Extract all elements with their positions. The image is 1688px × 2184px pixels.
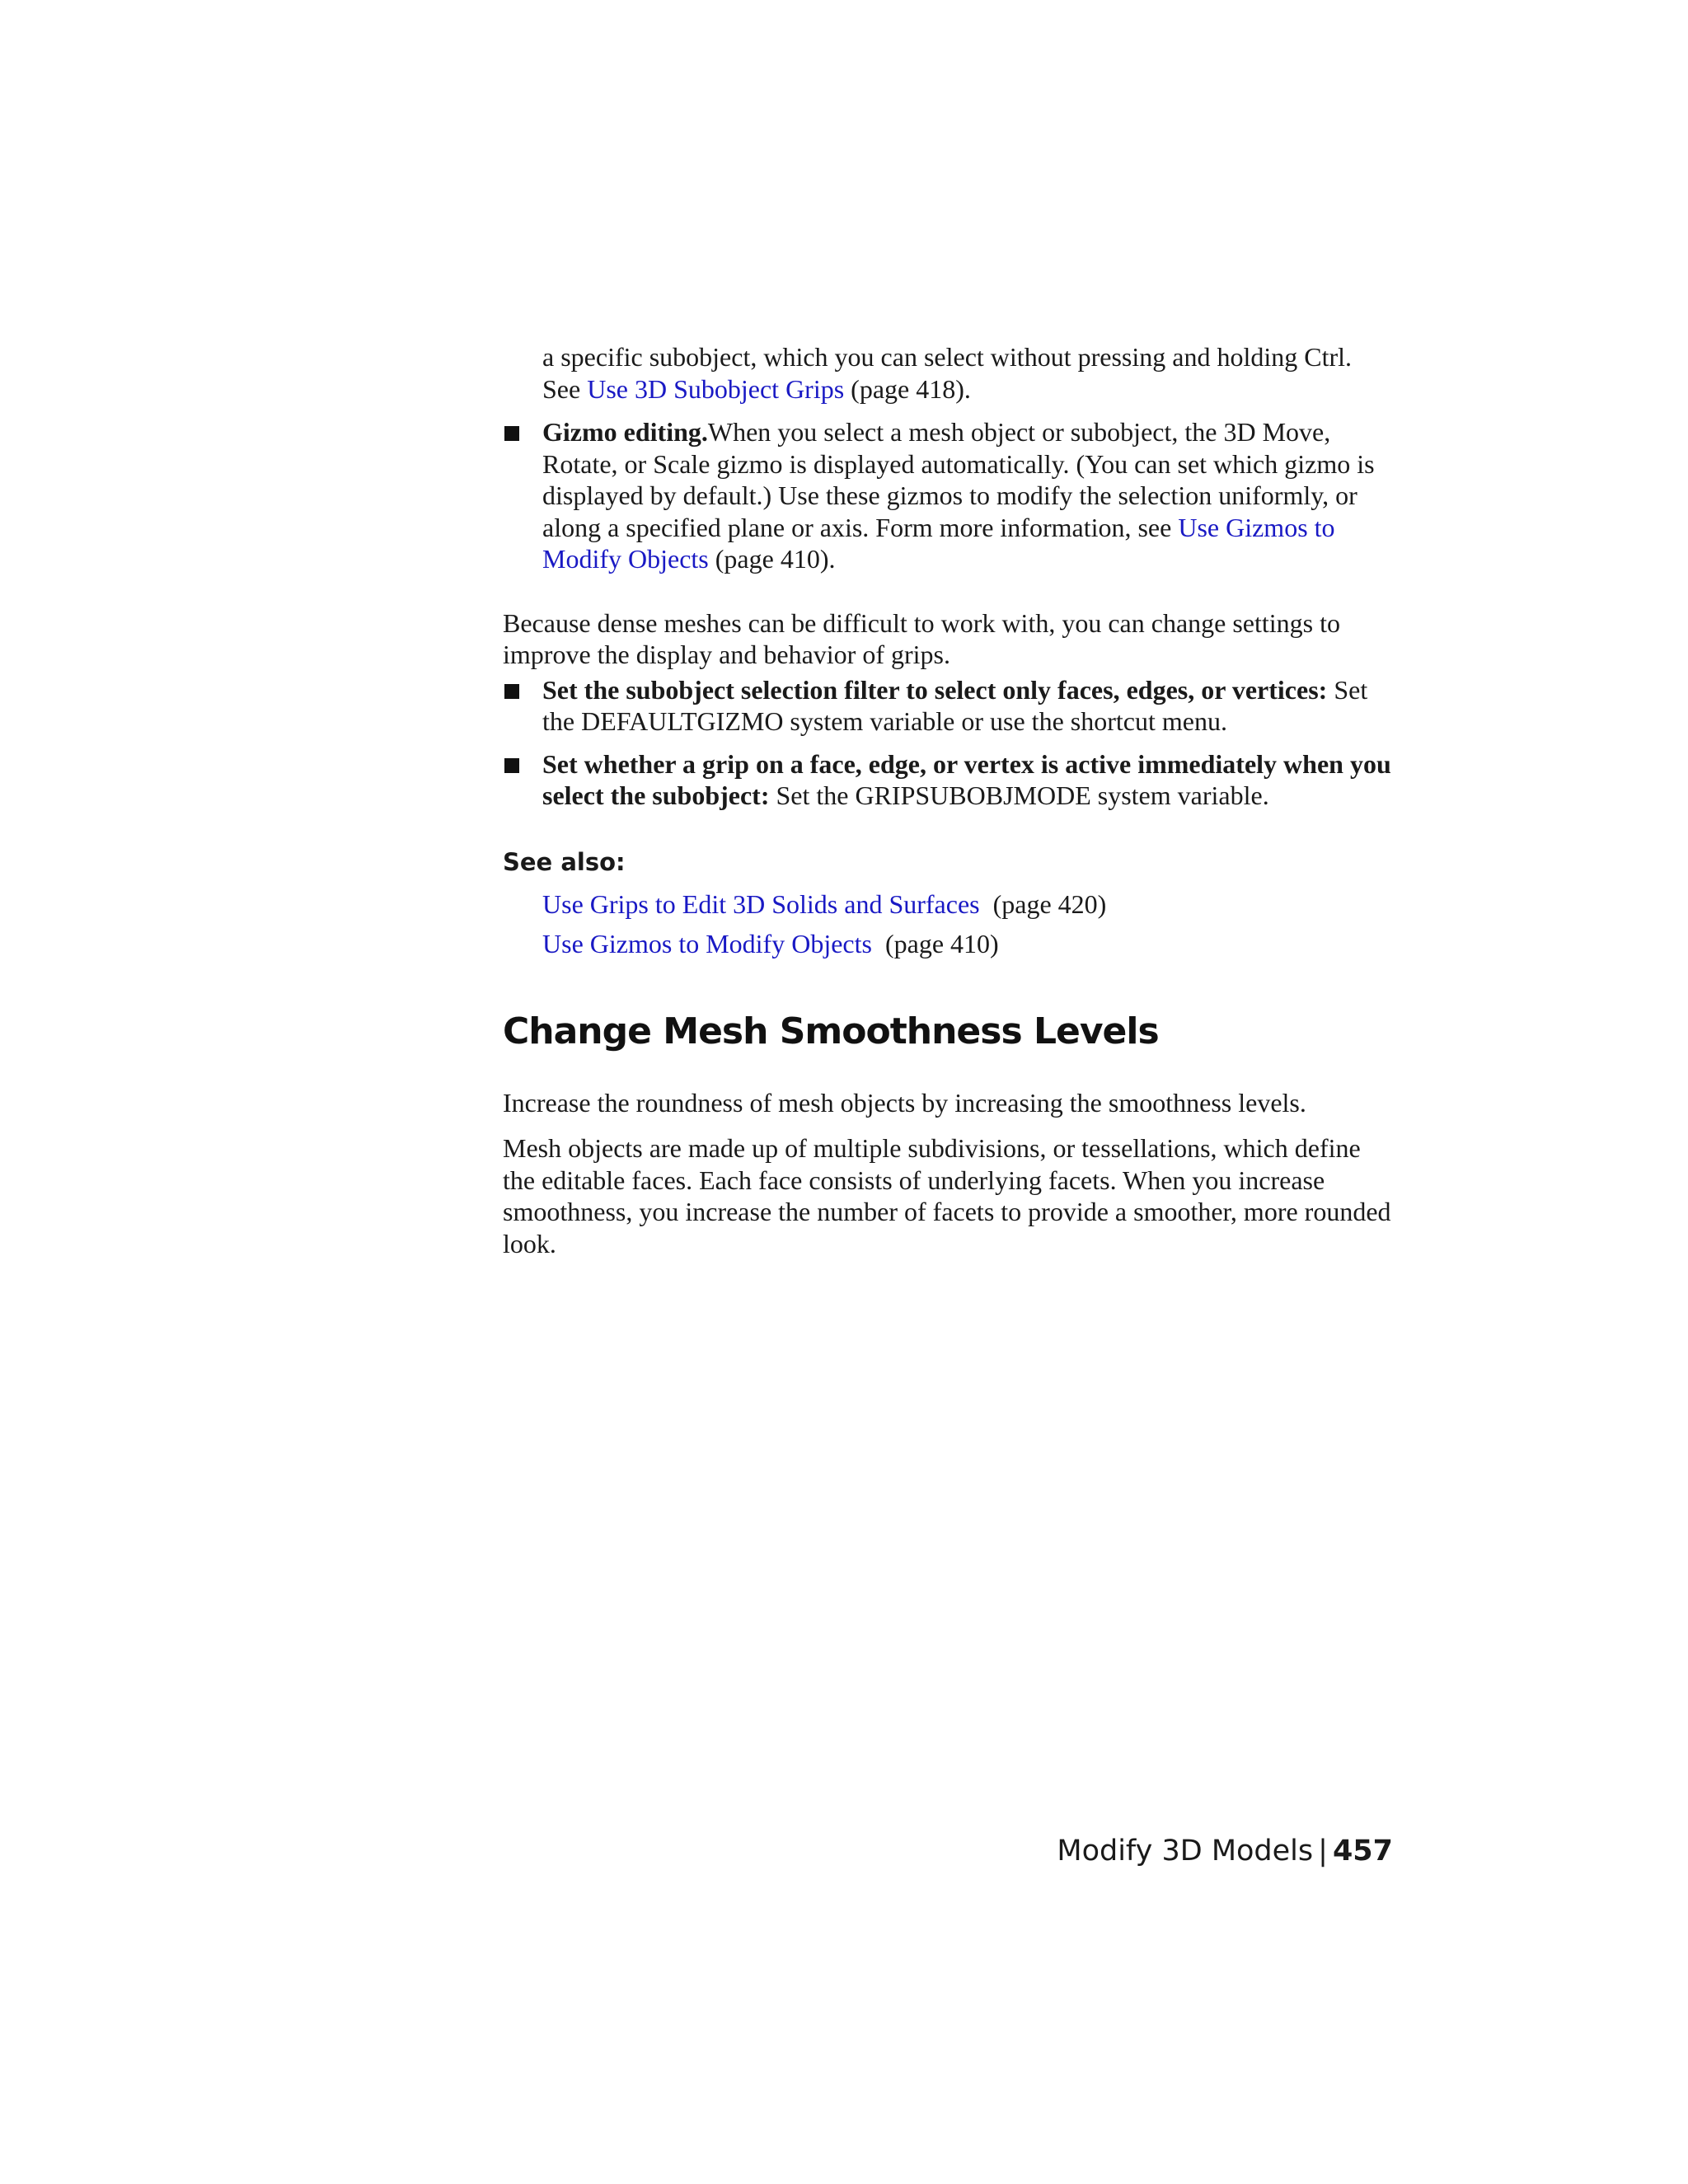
- bullet-text: Set the DEFAULTGIZMO system variable or use the shortcut menu.: [542, 674, 1368, 736]
- footer-page-number: 457: [1332, 1835, 1393, 1868]
- section-heading: Change Mesh Smoothness Levels: [503, 1010, 1159, 1052]
- link-use-3d-subobject-grips[interactable]: Use 3D Subobject Grips: [587, 373, 845, 404]
- footer-chapter: Modify 3D Models: [1057, 1835, 1314, 1868]
- continuation-page-ref: (page 418).: [844, 373, 971, 404]
- bullet-gizmo-editing: [503, 416, 1393, 575]
- bullet-text: When you select a mesh object or subobject, the 3D Move, Rotate, or Scale gizmo is displayed automatically. (You can set which gizmo is displayed by default.) Use these gizmos to modify the selection uniformly, or along a specified plane or axis. Form more information, see: [542, 417, 1375, 542]
- page-content: [503, 341, 1393, 1259]
- continuation-paragraph: [542, 341, 1393, 405]
- link-use-grips-to-edit-3d-solids[interactable]: Use Grips to Edit 3D Solids and Surfaces: [542, 888, 980, 919]
- see-also-page-ref: (page 420): [992, 888, 1107, 919]
- bullet-page-ref: (page 410).: [708, 544, 836, 574]
- see-also-label: See also:: [503, 847, 626, 876]
- see-also-item: [542, 928, 1393, 959]
- bullet-text: Set the GRIPSUBOBJMODE system variable.: [769, 780, 1269, 810]
- dense-meshes-paragraph: Because dense meshes can be difficult to work with, you can change settings to improve the display and behavior of grips.: [503, 607, 1341, 669]
- see-also-page-ref: (page 410): [884, 928, 999, 958]
- section-paragraph: Mesh objects are made up of multiple subdivisions, or tessellations, which define the editable faces. Each face consists of underlying facets. When you increase smoothness, you increase the number of facets to provide a smoother, more rounded look.: [503, 1133, 1391, 1258]
- section-paragraph: Increase the roundness of mesh objects by increasing the smoothness levels.: [503, 1087, 1306, 1118]
- link-use-gizmos-to-modify-objects-2[interactable]: Use Gizmos to Modify Objects: [542, 928, 872, 958]
- see-also-item: [542, 888, 1393, 920]
- bullet-selection-filter: [503, 674, 1393, 738]
- bullet-grip-active: [503, 748, 1393, 812]
- link-use-gizmos-to-modify-objects[interactable]: Use Gizmos to Modify Objects: [542, 512, 1335, 574]
- footer-separator: |: [1318, 1835, 1328, 1868]
- bullet-square-icon: [504, 684, 519, 699]
- bullet-square-icon: [504, 758, 519, 773]
- bullet-title: Set the subobject selection filter to select only faces, edges, or vertices:: [542, 674, 1328, 705]
- bullet-square-icon: [504, 426, 519, 441]
- page-footer: [1057, 1835, 1393, 1868]
- bullet-title: Set whether a grip on a face, edge, or vertex is active immediately when you select the subobject:: [542, 748, 1391, 810]
- continuation-text: a specific subobject, which you can select without pressing and holding Ctrl. See: [542, 342, 1352, 404]
- bullet-title: Gizmo editing.: [542, 417, 708, 447]
